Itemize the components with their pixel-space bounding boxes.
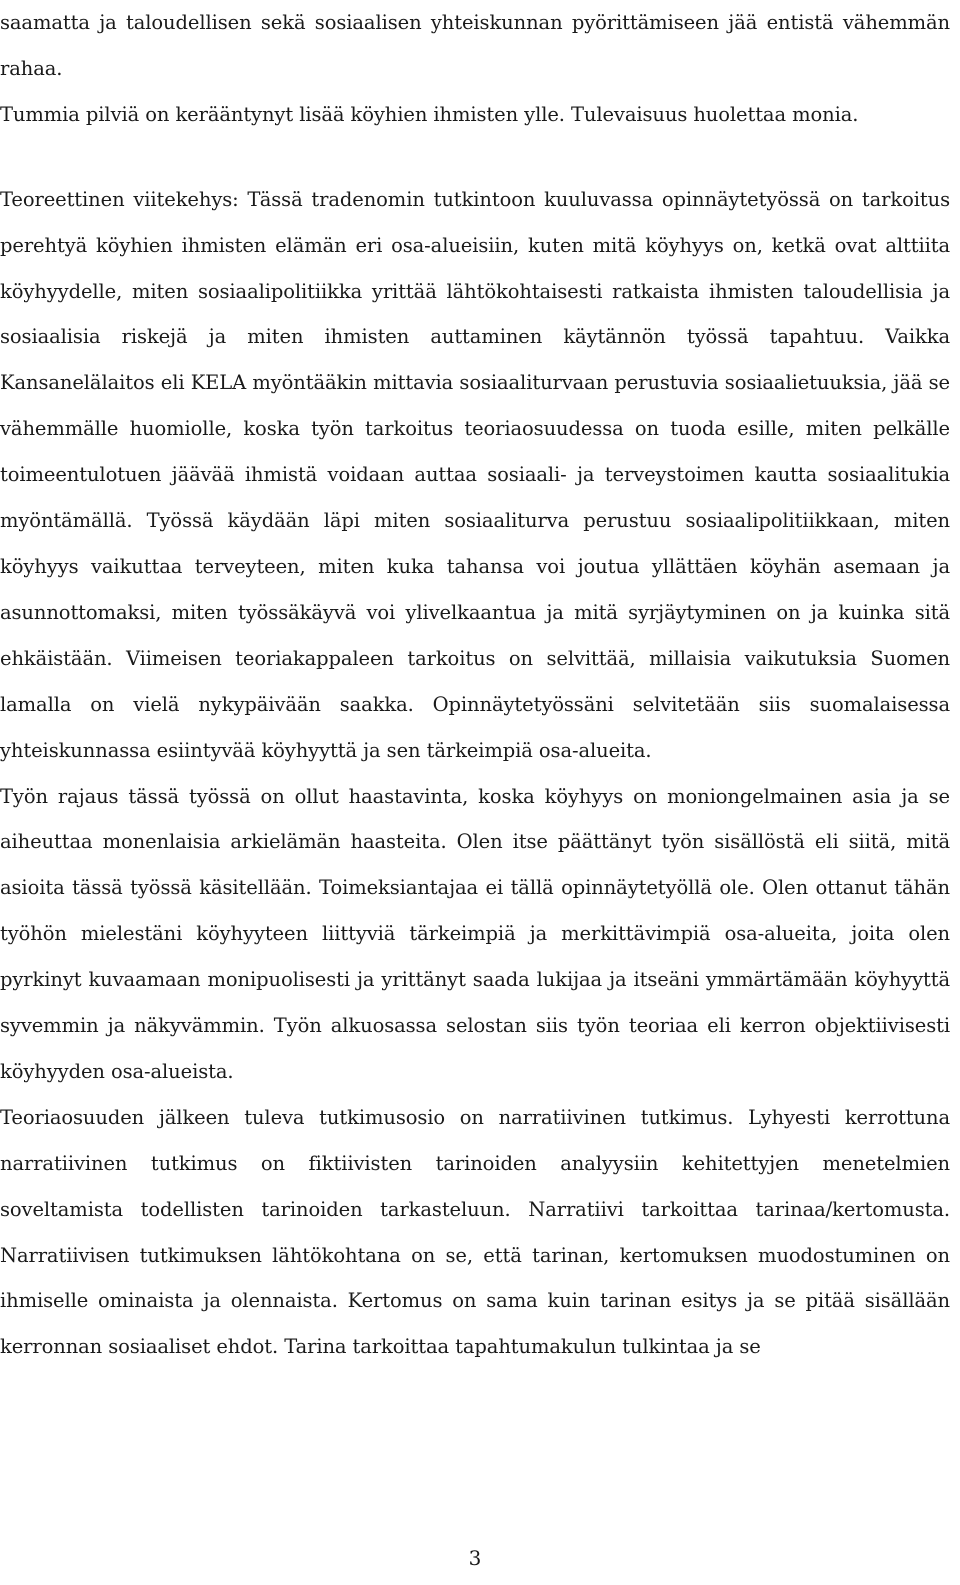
paragraph-continued: saamatta ja taloudellisen sekä sosiaalisen yhteiskunnan pyörittämiseen jää entistä vähemmän rahaa.	[0, 11, 950, 80]
page-number: 3	[468, 1546, 482, 1570]
paragraph-theoretical-framework: Teoreettinen viitekehys: Tässä tradenomin tutkintoon kuuluvassa opinnäytetyössä on tarkoitus perehtyä köyhien ihmisten elämän eri osa-alueisiin, kuten mitä köyhyys on, ketkä ovat alttiita köyhyydelle, miten sosiaalipolitiikka yrittää lähtökohtaisesti ratkaista ihmisten taloudellisia ja sosiaalisia riskejä ja miten ihmisten auttaminen käytännön työssä tapahtuu. Vaikka Kansanelälaitos eli KELA myöntääkin mittavia sosiaaliturvaan perustuvia sosiaalietuuksia, jää se vähemmälle huomiolle, koska työn tarkoitus teoriaosuudessa on tuoda esille, miten pelkälle toimeentulotuen jäävää ihmistä voidaan auttaa sosiaali- ja terveystoimen kautta sosiaalitukia myöntämällä. Työssä käydään läpi miten sosiaaliturva perustuu sosiaalipolitiikkaan, miten köyhyys vaikuttaa terveyteen, miten kuka tahansa voi joutua yllättäen köyhän asemaan ja asunnottomaksi, miten työssäkäyvä voi ylivelkaantua ja mitä syrjäytyminen on ja kuinka sitä ehkäistään. Viimeisen teoriakappaleen tarkoitus on selvittää, millaisia vaikutuksia Suomen lamalla on vielä nykypäivään saakka. Opinnäytetyössäni selvitetään siis suomalaisessa yhteiskunnassa esiintyvää köyhyyttä ja sen tärkeimpiä osa-alueita.	[0, 187, 950, 762]
paragraph-scope: Työn rajaus tässä työssä on ollut haastavinta, koska köyhyys on moniongelmainen asia ja se aiheuttaa monenlaisia arkielämän haasteita. Olen itse päättänyt työn sisällöstä eli siitä, mitä asioita tässä työssä käsitellään. Toimeksiantajaa ei tällä opinnäytetyöllä ole. Olen ottanut tähän työhön mielestäni köyhyyteen liittyviä tärkeimpiä ja merkittävimpiä osa-alueita, joita olen pyrkinyt kuvaamaan monipuolisesti ja yrittänyt saada lukijaa ja itseäni ymmärtämään köyhyyttä syvemmin ja näkyvämmin. Työn alkuosassa selostan siis työn teoriaa eli kerron objektiivisesti köyhyyden osa-alueista.	[0, 784, 950, 1083]
paragraph-clouds: Tummia pilviä on kerääntynyt lisää köyhien ihmisten ylle. Tulevaisuus huolettaa monia.	[0, 102, 859, 126]
paragraph-narrative-research: Teoriaosuuden jälkeen tuleva tutkimusosio on narratiivinen tutkimus. Lyhyesti kerrottuna narratiivinen tutkimus on fiktiivisten tarinoiden analyysiin kehitettyjen menetelmien soveltamista todellisten tarinoiden tarkasteluun. Narratiivi tarkoittaa tarinaa/kertomusta. Narratiivisen tutkimuksen lähtökohtana on se, että tarinan, kertomuksen muodostuminen on ihmiselle ominaista ja olennaista. Kertomus on sama kuin tarinan esitys ja se pitää sisällään kerronnan sosiaaliset ehdot. Tarina tarkoittaa tapahtumakulun tulkintaa ja se	[0, 1105, 950, 1359]
